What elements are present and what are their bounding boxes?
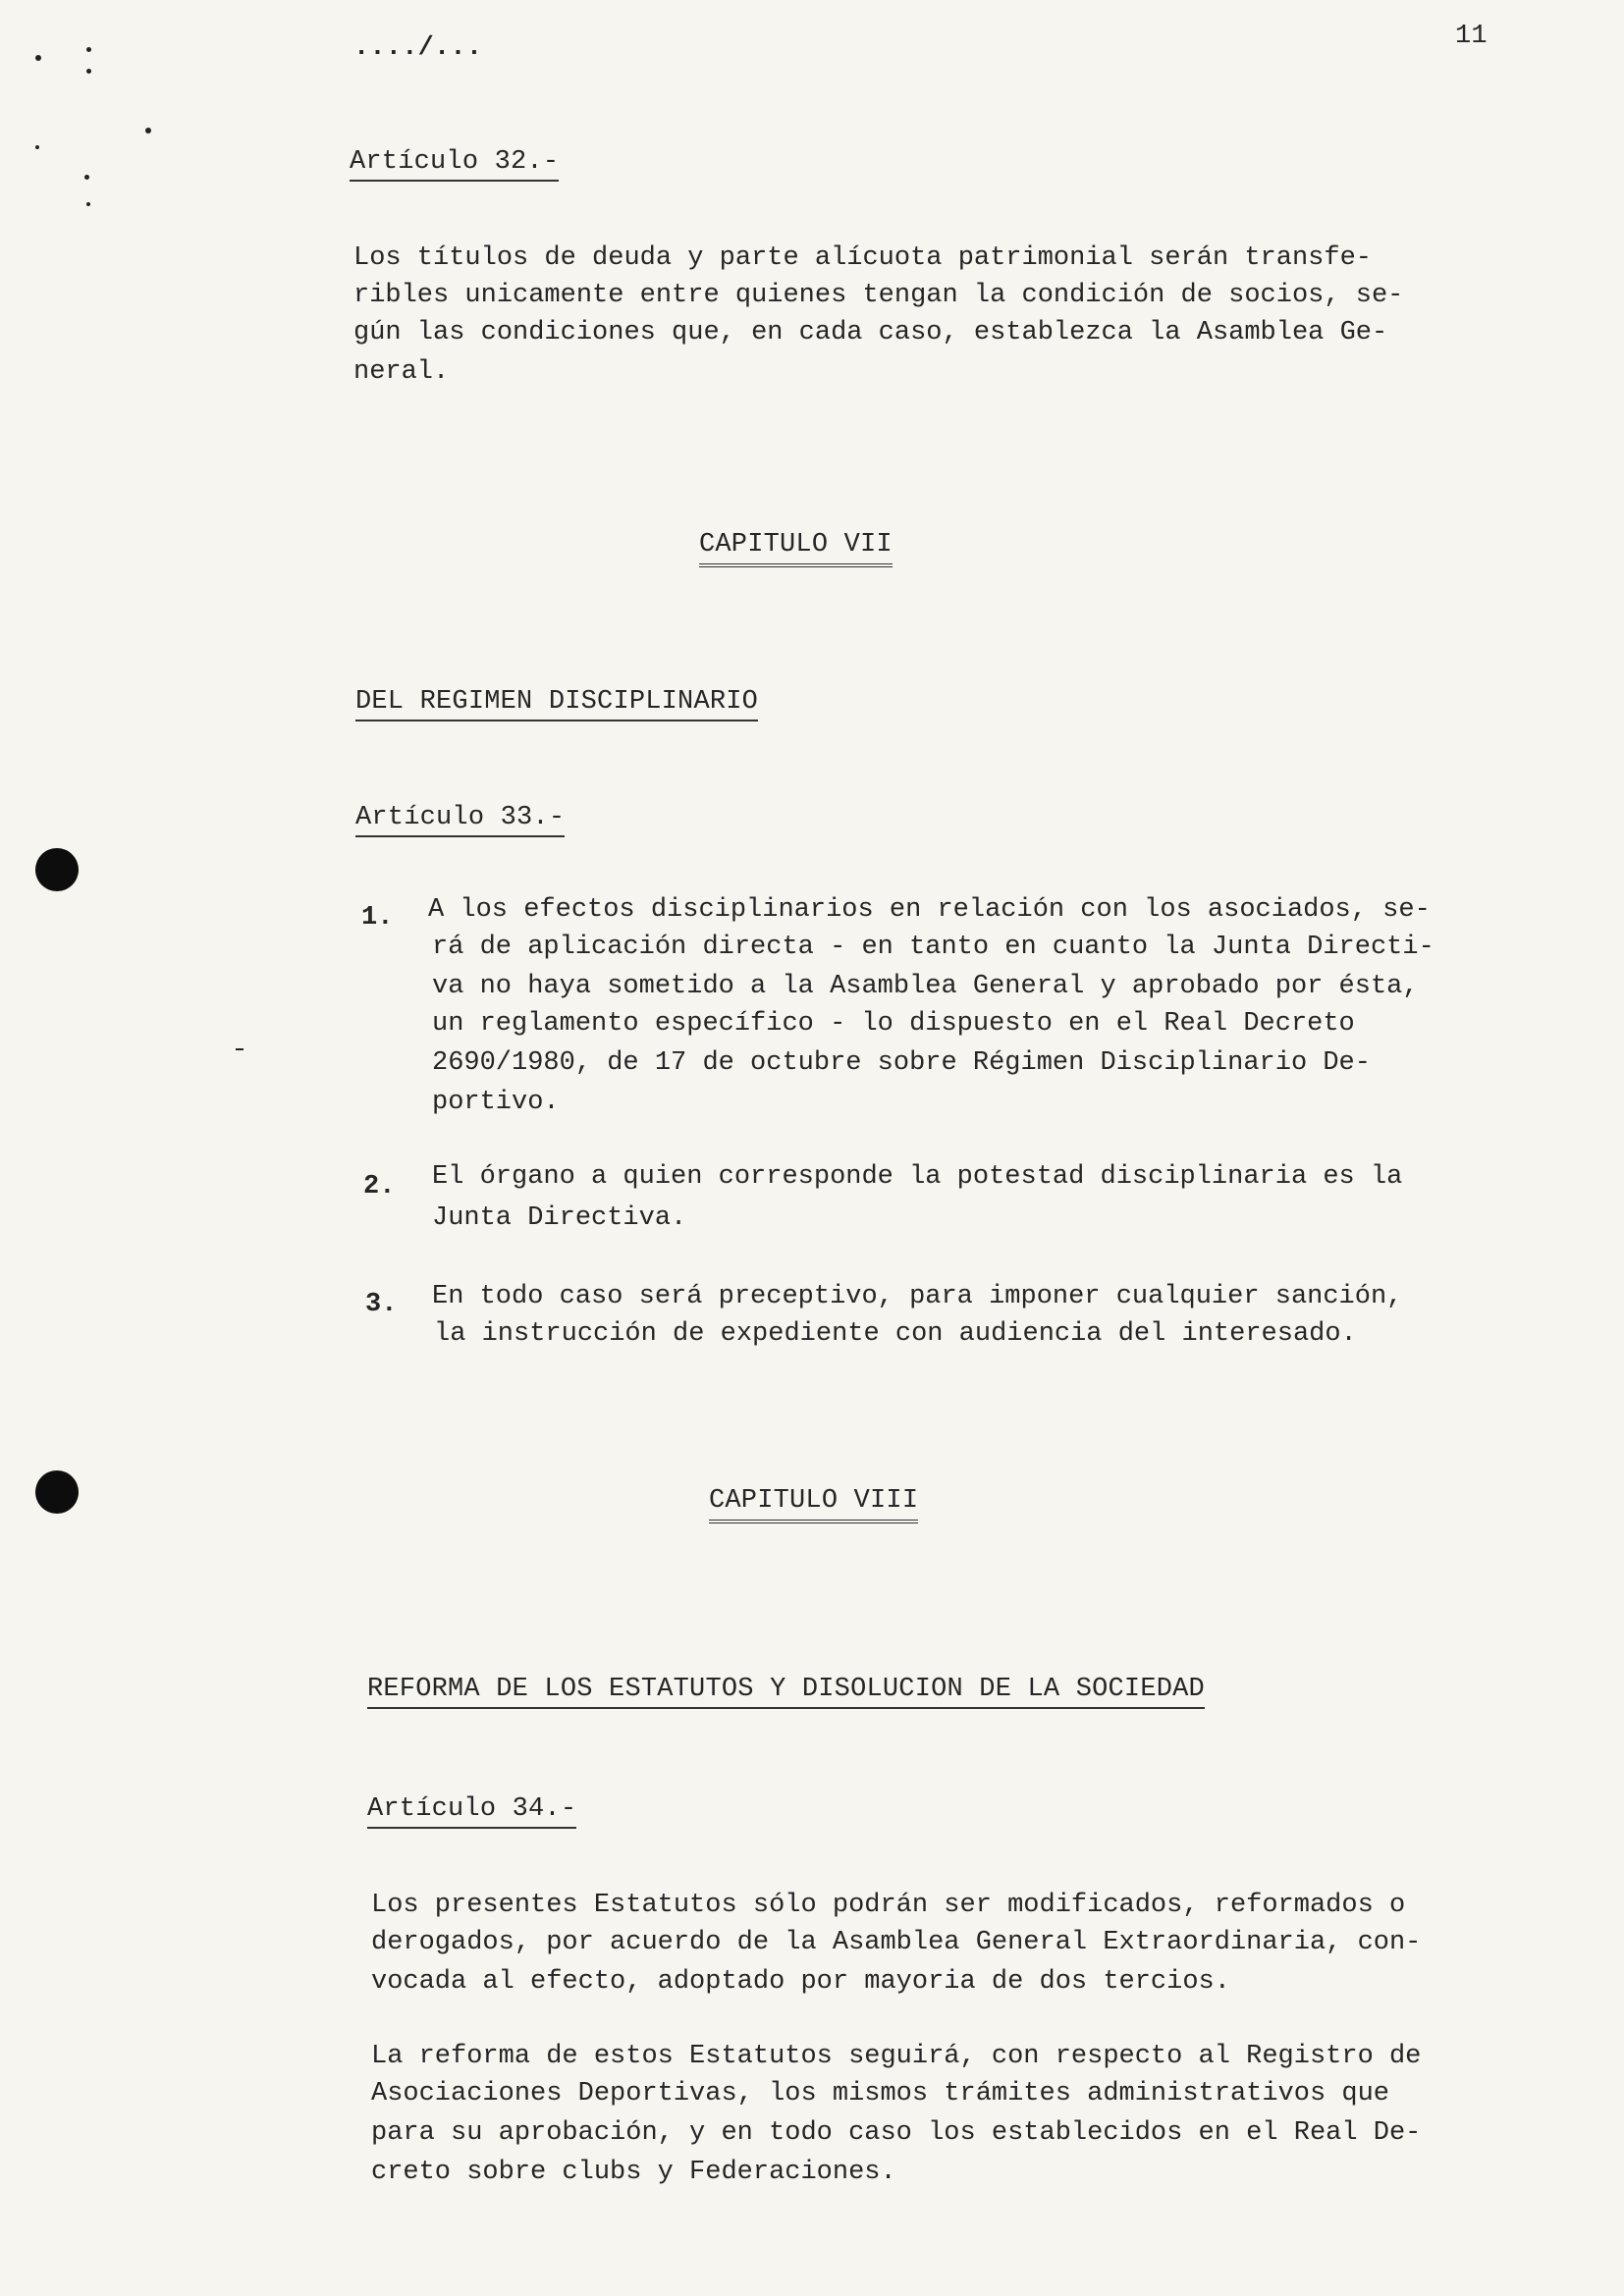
text-line: la instrucción de expediente con audiencia del interesado. bbox=[434, 1319, 1357, 1349]
text-line: vocada al efecto, adoptado por mayoria de dos tercios. bbox=[371, 1967, 1230, 1997]
text-line: portivo. bbox=[432, 1088, 560, 1117]
text-line: Los títulos de deuda y parte alícuota patrimonial serán transfe- bbox=[353, 243, 1372, 273]
text-line: Junta Directiva. bbox=[432, 1203, 687, 1233]
text-line: Asociaciones Deportivas, los mismos trámites administrativos que bbox=[371, 2079, 1389, 2109]
text-line: neral. bbox=[353, 357, 450, 387]
article-heading: Artículo 32.- bbox=[350, 147, 559, 182]
margin-speck bbox=[84, 175, 89, 180]
text-line: El órgano a quien corresponde la potestad disciplinaria es la bbox=[432, 1162, 1403, 1192]
chapter-title: CAPITULO VII bbox=[699, 530, 893, 567]
section-title: REFORMA DE LOS ESTATUTOS Y DISOLUCION DE LA SOCIEDAD bbox=[367, 1675, 1205, 1709]
page-number: 11 bbox=[1455, 22, 1488, 51]
margin-speck bbox=[35, 55, 41, 61]
text-line: La reforma de estos Estatutos seguirá, con respecto al Registro de bbox=[371, 2042, 1422, 2071]
item-number: 3. bbox=[365, 1290, 398, 1319]
margin-speck bbox=[145, 128, 151, 133]
item-number: 2. bbox=[363, 1172, 396, 1201]
text-line: ribles unicamente entre quienes tengan la condición de socios, se- bbox=[353, 281, 1404, 310]
continuation-mark: ..../... bbox=[353, 33, 483, 63]
margin-speck bbox=[86, 202, 90, 206]
text-line: para su aprobación, y en todo caso los establecidos en el Real De- bbox=[371, 2118, 1422, 2148]
punch-hole-bottom bbox=[35, 1470, 79, 1514]
text-line: derogados, por acuerdo de la Asamblea General Extraordinaria, con- bbox=[371, 1928, 1422, 1957]
text-line: A los efectos disciplinarios en relación con los asociados, se- bbox=[428, 895, 1431, 925]
chapter-title: CAPITULO VIII bbox=[709, 1486, 918, 1523]
margin-speck bbox=[86, 47, 91, 52]
text-line: creto sobre clubs y Federaciones. bbox=[371, 2158, 896, 2187]
article-heading: Artículo 33.- bbox=[355, 803, 565, 837]
text-line: 2690/1980, de 17 de octubre sobre Régimen Disciplinario De- bbox=[432, 1048, 1371, 1078]
margin-speck bbox=[236, 1048, 244, 1050]
text-line: rá de aplicación directa - en tanto en cuanto la Junta Directi- bbox=[432, 933, 1435, 962]
article-heading: Artículo 34.- bbox=[367, 1794, 576, 1829]
text-line: un reglamento específico - lo dispuesto en el Real Decreto bbox=[432, 1009, 1355, 1039]
text-line: va no haya sometido a la Asamblea General y aprobado por ésta, bbox=[432, 972, 1419, 1001]
margin-speck bbox=[35, 145, 39, 149]
section-title: DEL REGIMEN DISCIPLINARIO bbox=[355, 687, 758, 721]
item-number: 1. bbox=[361, 903, 394, 933]
text-line: En todo caso será preceptivo, para imponer cualquier sanción, bbox=[432, 1282, 1403, 1311]
text-line: gún las condiciones que, en cada caso, establezca la Asamblea Ge- bbox=[353, 318, 1388, 347]
punch-hole-top bbox=[35, 848, 79, 891]
text-line: Los presentes Estatutos sólo podrán ser modificados, reformados o bbox=[371, 1891, 1406, 1920]
margin-speck bbox=[86, 69, 91, 74]
